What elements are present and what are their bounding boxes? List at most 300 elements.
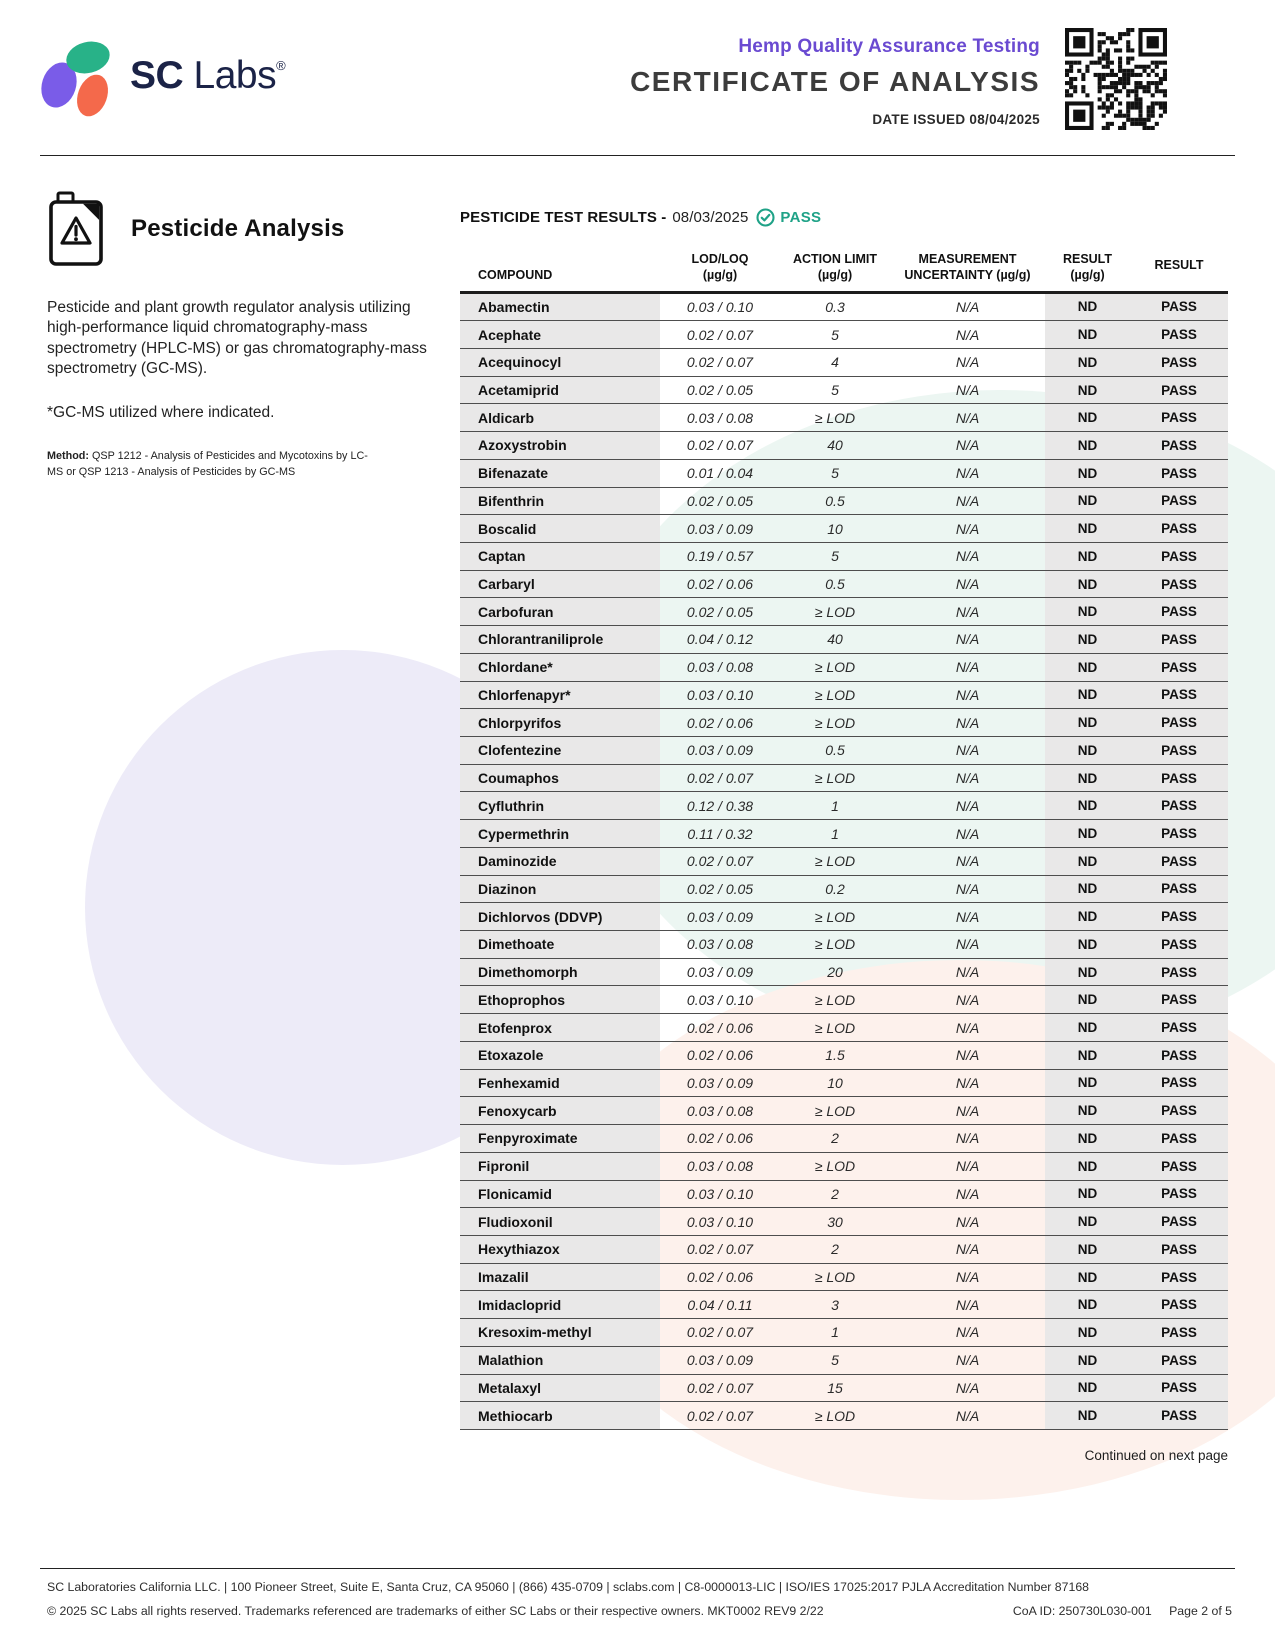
- result-status: PASS: [1130, 682, 1228, 709]
- table-row: [460, 1181, 1228, 1209]
- uncertainty-value: N/A: [955, 520, 980, 537]
- compound-name: Fipronil: [460, 1153, 660, 1180]
- action-limit-value: 30: [827, 1213, 843, 1230]
- uncertainty-value: N/A: [955, 631, 980, 648]
- table-row: [460, 1264, 1228, 1292]
- compound-name: Coumaphos: [460, 765, 660, 792]
- compound-name: Cyfluthrin: [460, 792, 660, 819]
- compound-name: Cypermethrin: [460, 820, 660, 847]
- action-limit-value: 5: [831, 326, 839, 343]
- result-value: ND: [1045, 1236, 1130, 1263]
- table-row: [460, 488, 1228, 516]
- uncertainty-value: N/A: [955, 770, 980, 787]
- action-limit-value: ≥ LOD: [814, 686, 856, 703]
- footer-legal-row: [47, 1604, 1232, 1618]
- result-value: ND: [1045, 1264, 1130, 1291]
- compound-name: Hexythiazox: [460, 1236, 660, 1263]
- continued-note: Continued on next page: [1084, 1447, 1228, 1463]
- compound-name: Fenpyroximate: [460, 1125, 660, 1152]
- uncertainty-value: N/A: [955, 714, 980, 731]
- action-limit-value: 3: [831, 1296, 839, 1313]
- action-limit-value: 5: [831, 548, 839, 565]
- compound-name: Methiocarb: [460, 1402, 660, 1429]
- result-status: PASS: [1130, 848, 1228, 875]
- table-row: [460, 1125, 1228, 1153]
- uncertainty-value: N/A: [955, 1241, 980, 1258]
- table-row: [460, 792, 1228, 820]
- result-status: PASS: [1130, 903, 1228, 930]
- result-value: ND: [1045, 1125, 1130, 1152]
- result-value: ND: [1045, 321, 1130, 348]
- compound-name: Malathion: [460, 1347, 660, 1374]
- result-status: PASS: [1130, 931, 1228, 958]
- table-row: [460, 1402, 1228, 1430]
- result-value: ND: [1045, 1375, 1130, 1402]
- uncertainty-value: N/A: [955, 797, 980, 814]
- uncertainty-value: N/A: [955, 1352, 980, 1369]
- table-row: [460, 682, 1228, 710]
- analysis-summary-panel: [47, 190, 432, 480]
- result-value: ND: [1045, 543, 1130, 570]
- table-row: [460, 654, 1228, 682]
- uncertainty-value: N/A: [955, 1102, 980, 1119]
- result-status: PASS: [1130, 1125, 1228, 1152]
- table-row: [460, 931, 1228, 959]
- action-limit-value: 5: [831, 465, 839, 482]
- lod-loq-value: 0.02 / 0.06: [686, 714, 754, 731]
- result-status: PASS: [1130, 404, 1228, 431]
- pass-badge: [756, 208, 821, 227]
- result-value: ND: [1045, 626, 1130, 653]
- action-limit-value: 0.5: [825, 742, 845, 759]
- compound-name: Carbofuran: [460, 598, 660, 625]
- sc-labs-logo-icon: [42, 42, 114, 110]
- lod-loq-value: 0.02 / 0.05: [686, 492, 754, 509]
- check-circle-icon: [756, 208, 775, 227]
- uncertainty-value: N/A: [955, 853, 980, 870]
- lod-loq-value: 0.02 / 0.07: [686, 770, 754, 787]
- table-row: [460, 543, 1228, 571]
- lod-loq-value: 0.02 / 0.07: [686, 1324, 754, 1341]
- lod-loq-value: 0.02 / 0.07: [686, 437, 754, 454]
- action-limit-value: 4: [831, 354, 839, 371]
- table-row: [460, 737, 1228, 765]
- result-status: PASS: [1130, 654, 1228, 681]
- logo-brand-bold: SC: [130, 54, 184, 97]
- action-limit-value: ≥ LOD: [814, 1019, 856, 1036]
- compound-name: Fludioxonil: [460, 1208, 660, 1235]
- analysis-title: Pesticide Analysis: [131, 215, 345, 242]
- lod-loq-value: 0.12 / 0.38: [686, 797, 754, 814]
- result-value: ND: [1045, 571, 1130, 598]
- table-row: [460, 986, 1228, 1014]
- uncertainty-value: N/A: [955, 991, 980, 1008]
- lod-loq-value: 0.02 / 0.05: [686, 603, 754, 620]
- action-limit-value: ≥ LOD: [814, 936, 856, 953]
- compound-name: Flonicamid: [460, 1181, 660, 1208]
- action-limit-value: 1: [831, 797, 839, 814]
- uncertainty-value: N/A: [955, 1407, 980, 1424]
- action-limit-value: 2: [831, 1130, 839, 1147]
- result-value: ND: [1045, 1181, 1130, 1208]
- analysis-method: [47, 448, 382, 480]
- table-row: [460, 1236, 1228, 1264]
- result-value: ND: [1045, 1070, 1130, 1097]
- result-value: ND: [1045, 294, 1130, 321]
- uncertainty-value: N/A: [955, 354, 980, 371]
- result-value: ND: [1045, 765, 1130, 792]
- result-status: PASS: [1130, 709, 1228, 736]
- action-limit-value: ≥ LOD: [814, 1407, 856, 1424]
- result-value: ND: [1045, 709, 1130, 736]
- footer-divider: [40, 1568, 1235, 1569]
- lod-loq-value: 0.02 / 0.06: [686, 1047, 754, 1064]
- uncertainty-value: N/A: [955, 964, 980, 981]
- lod-loq-value: 0.02 / 0.05: [686, 880, 754, 897]
- result-value: ND: [1045, 1402, 1130, 1429]
- lod-loq-value: 0.02 / 0.06: [686, 1130, 754, 1147]
- table-row: [460, 349, 1228, 377]
- result-value: ND: [1045, 1042, 1130, 1069]
- action-limit-value: 2: [831, 1185, 839, 1202]
- result-status: PASS: [1130, 820, 1228, 847]
- result-value: ND: [1045, 515, 1130, 542]
- uncertainty-value: N/A: [955, 298, 980, 315]
- compound-name: Azoxystrobin: [460, 432, 660, 459]
- action-limit-value: 5: [831, 1352, 839, 1369]
- lod-loq-value: 0.03 / 0.10: [686, 686, 754, 703]
- table-row: [460, 377, 1228, 405]
- result-status: PASS: [1130, 432, 1228, 459]
- results-heading-date: 08/03/2025: [672, 209, 749, 226]
- compound-name: Acequinocyl: [460, 349, 660, 376]
- action-limit-value: 10: [827, 1074, 843, 1091]
- compound-name: Aldicarb: [460, 404, 660, 431]
- table-row: [460, 515, 1228, 543]
- action-limit-value: 5: [831, 382, 839, 399]
- result-value: ND: [1045, 1014, 1130, 1041]
- action-limit-value: ≥ LOD: [814, 659, 856, 676]
- result-status: PASS: [1130, 1402, 1228, 1429]
- uncertainty-value: N/A: [955, 465, 980, 482]
- action-limit-value: 10: [827, 520, 843, 537]
- uncertainty-value: N/A: [955, 1019, 980, 1036]
- result-status: PASS: [1130, 598, 1228, 625]
- results-heading: [460, 208, 1228, 227]
- lod-loq-value: 0.11 / 0.32: [687, 825, 753, 842]
- table-row: [460, 1070, 1228, 1098]
- action-limit-value: ≥ LOD: [814, 770, 856, 787]
- table-row: [460, 1097, 1228, 1125]
- action-limit-value: 1: [831, 1324, 839, 1341]
- lod-loq-value: 0.03 / 0.08: [686, 936, 754, 953]
- uncertainty-value: N/A: [955, 686, 980, 703]
- compound-name: Dichlorvos (DDVP): [460, 903, 660, 930]
- analysis-description: Pesticide and plant growth regulator analysis utilizing high-performance liquid chromatography-mass spectrometry (HPLC-MS) or gas chromatography-mass spectrometry (GC-MS).: [47, 299, 427, 378]
- compound-name: Imidacloprid: [460, 1291, 660, 1318]
- table-row: [460, 1153, 1228, 1181]
- uncertainty-value: N/A: [955, 1296, 980, 1313]
- column-header-uncertainty: MEASUREMENT UNCERTAINTY (µg/g): [904, 252, 1031, 283]
- action-limit-value: ≥ LOD: [814, 714, 856, 731]
- column-header-action-limit: ACTION LIMIT (µg/g): [792, 252, 877, 283]
- column-header-result-status: RESULT: [1154, 258, 1204, 273]
- action-limit-value: 40: [827, 631, 843, 648]
- result-status: PASS: [1130, 626, 1228, 653]
- certificate-title: CERTIFICATE OF ANALYSIS: [630, 66, 1040, 97]
- action-limit-value: ≥ LOD: [814, 1102, 856, 1119]
- lod-loq-value: 0.03 / 0.09: [686, 520, 754, 537]
- action-limit-value: ≥ LOD: [814, 1269, 856, 1286]
- table-row: [460, 598, 1228, 626]
- action-limit-value: 1.5: [825, 1047, 845, 1064]
- uncertainty-value: N/A: [955, 492, 980, 509]
- result-status: PASS: [1130, 959, 1228, 986]
- uncertainty-value: N/A: [955, 1185, 980, 1202]
- uncertainty-value: N/A: [955, 825, 980, 842]
- page-number: Page 2 of 5: [1169, 1604, 1232, 1618]
- lod-loq-value: 0.04 / 0.12: [686, 631, 754, 648]
- uncertainty-value: N/A: [955, 1047, 980, 1064]
- pesticide-jug-icon: [47, 190, 105, 268]
- action-limit-value: ≥ LOD: [814, 853, 856, 870]
- uncertainty-value: N/A: [955, 576, 980, 593]
- result-status: PASS: [1130, 792, 1228, 819]
- lod-loq-value: 0.02 / 0.07: [686, 1241, 754, 1258]
- lod-loq-value: 0.03 / 0.09: [686, 742, 754, 759]
- lod-loq-value: 0.03 / 0.10: [686, 298, 754, 315]
- result-status: PASS: [1130, 1042, 1228, 1069]
- method-label: Method:: [47, 449, 89, 462]
- result-status: PASS: [1130, 876, 1228, 903]
- results-heading-label: PESTICIDE TEST RESULTS -: [460, 209, 667, 226]
- overall-status: PASS: [780, 209, 822, 226]
- result-value: ND: [1045, 1291, 1130, 1318]
- uncertainty-value: N/A: [955, 1158, 980, 1175]
- lod-loq-value: 0.03 / 0.09: [686, 908, 754, 925]
- compound-name: Fenoxycarb: [460, 1097, 660, 1124]
- table-row: [460, 876, 1228, 904]
- compound-name: Etoxazole: [460, 1042, 660, 1069]
- lod-loq-value: 0.02 / 0.07: [686, 354, 754, 371]
- result-value: ND: [1045, 959, 1130, 986]
- compound-name: Chlorpyrifos: [460, 709, 660, 736]
- result-status: PASS: [1130, 294, 1228, 321]
- lod-loq-value: 0.01 / 0.04: [686, 465, 754, 482]
- lod-loq-value: 0.02 / 0.07: [686, 1407, 754, 1424]
- result-status: PASS: [1130, 1291, 1228, 1318]
- uncertainty-value: N/A: [955, 1130, 980, 1147]
- action-limit-value: 0.2: [825, 880, 845, 897]
- table-row: [460, 432, 1228, 460]
- lod-loq-value: 0.03 / 0.08: [686, 659, 754, 676]
- table-row: [460, 848, 1228, 876]
- lod-loq-value: 0.03 / 0.10: [686, 1213, 754, 1230]
- lod-loq-value: 0.03 / 0.10: [686, 991, 754, 1008]
- result-status: PASS: [1130, 543, 1228, 570]
- table-row: [460, 820, 1228, 848]
- result-value: ND: [1045, 903, 1130, 930]
- uncertainty-value: N/A: [955, 409, 980, 426]
- footer-coa-page: [1013, 1604, 1232, 1618]
- result-value: ND: [1045, 1319, 1130, 1346]
- result-status: PASS: [1130, 460, 1228, 487]
- action-limit-value: 0.5: [825, 576, 845, 593]
- lod-loq-value: 0.02 / 0.06: [686, 1019, 754, 1036]
- lod-loq-value: 0.03 / 0.09: [686, 964, 754, 981]
- table-row: [460, 959, 1228, 987]
- action-limit-value: ≥ LOD: [814, 908, 856, 925]
- lod-loq-value: 0.03 / 0.08: [686, 1102, 754, 1119]
- header-divider: [40, 155, 1235, 156]
- result-value: ND: [1045, 1097, 1130, 1124]
- result-status: PASS: [1130, 571, 1228, 598]
- compound-name: Clofentezine: [460, 737, 660, 764]
- result-value: ND: [1045, 986, 1130, 1013]
- result-value: ND: [1045, 377, 1130, 404]
- table-row: [460, 765, 1228, 793]
- registered-mark: ®: [276, 58, 286, 73]
- header-titles: [630, 36, 1040, 127]
- result-value: ND: [1045, 737, 1130, 764]
- result-status: PASS: [1130, 986, 1228, 1013]
- compound-name: Metalaxyl: [460, 1375, 660, 1402]
- result-value: ND: [1045, 432, 1130, 459]
- table-row: [460, 571, 1228, 599]
- program-title: Hemp Quality Assurance Testing: [738, 36, 1040, 57]
- action-limit-value: 40: [827, 437, 843, 454]
- result-status: PASS: [1130, 1375, 1228, 1402]
- sc-labs-logo: [42, 42, 285, 110]
- action-limit-value: ≥ LOD: [814, 991, 856, 1008]
- table-row: [460, 626, 1228, 654]
- compound-name: Acetamiprid: [460, 377, 660, 404]
- analysis-note: *GC-MS utilized where indicated.: [47, 403, 275, 421]
- compound-name: Chlorfenapyr*: [460, 682, 660, 709]
- result-value: ND: [1045, 1208, 1130, 1235]
- compound-name: Chlordane*: [460, 654, 660, 681]
- result-value: ND: [1045, 682, 1130, 709]
- coa-id: CoA ID: 250730L030-001: [1012, 1604, 1152, 1618]
- compound-name: Dimethoate: [460, 931, 660, 958]
- result-status: PASS: [1130, 1264, 1228, 1291]
- compound-name: Captan: [460, 543, 660, 570]
- result-status: PASS: [1130, 321, 1228, 348]
- uncertainty-value: N/A: [955, 326, 980, 343]
- table-row: [460, 1208, 1228, 1236]
- result-value: ND: [1045, 820, 1130, 847]
- compound-name: Abamectin: [460, 294, 660, 321]
- result-status: PASS: [1130, 1347, 1228, 1374]
- lod-loq-value: 0.03 / 0.08: [686, 1158, 754, 1175]
- compound-name: Etofenprox: [460, 1014, 660, 1041]
- compound-name: Ethoprophos: [460, 986, 660, 1013]
- result-status: PASS: [1130, 1236, 1228, 1263]
- result-value: ND: [1045, 488, 1130, 515]
- compound-name: Bifenazate: [460, 460, 660, 487]
- result-value: ND: [1045, 792, 1130, 819]
- compound-name: Imazalil: [460, 1264, 660, 1291]
- compound-name: Boscalid: [460, 515, 660, 542]
- action-limit-value: 2: [831, 1241, 839, 1258]
- action-limit-value: 20: [827, 964, 843, 981]
- table-header-row: [460, 251, 1228, 294]
- lod-loq-value: 0.02 / 0.07: [686, 1379, 754, 1396]
- uncertainty-value: N/A: [955, 1269, 980, 1286]
- compound-name: Bifenthrin: [460, 488, 660, 515]
- compound-name: Kresoxim-methyl: [460, 1319, 660, 1346]
- uncertainty-value: N/A: [955, 1074, 980, 1091]
- table-row: [460, 321, 1228, 349]
- table-row: [460, 903, 1228, 931]
- result-status: PASS: [1130, 515, 1228, 542]
- compound-name: Fenhexamid: [460, 1070, 660, 1097]
- result-value: ND: [1045, 404, 1130, 431]
- result-status: PASS: [1130, 488, 1228, 515]
- lod-loq-value: 0.04 / 0.11: [687, 1296, 753, 1313]
- table-row: [460, 460, 1228, 488]
- action-limit-value: 0.3: [825, 298, 845, 315]
- lod-loq-value: 0.03 / 0.09: [686, 1074, 754, 1091]
- method-text: QSP 1212 - Analysis of Pesticides and Mycotoxins by LC-MS or QSP 1213 - Analysis of Pesticides by GC-MS: [47, 449, 368, 478]
- result-value: ND: [1045, 654, 1130, 681]
- action-limit-value: 15: [827, 1379, 843, 1396]
- result-value: ND: [1045, 1153, 1130, 1180]
- logo-brand-light: Labs: [193, 54, 277, 97]
- uncertainty-value: N/A: [955, 936, 980, 953]
- result-value: ND: [1045, 598, 1130, 625]
- result-status: PASS: [1130, 1319, 1228, 1346]
- lod-loq-value: 0.03 / 0.10: [686, 1185, 754, 1202]
- lod-loq-value: 0.03 / 0.09: [686, 1352, 754, 1369]
- result-value: ND: [1045, 460, 1130, 487]
- uncertainty-value: N/A: [955, 603, 980, 620]
- table-row: [460, 1347, 1228, 1375]
- column-header-result-value: RESULT (µg/g): [1062, 252, 1113, 283]
- result-status: PASS: [1130, 765, 1228, 792]
- uncertainty-value: N/A: [955, 908, 980, 925]
- date-issued: DATE ISSUED 08/04/2025: [872, 112, 1040, 127]
- footer-copyright: © 2025 SC Labs all rights reserved. Trademarks referenced are trademarks of either SC Labs or their respective owners. MKT0002 REV9 2/22: [47, 1604, 824, 1618]
- result-value: ND: [1045, 848, 1130, 875]
- uncertainty-value: N/A: [955, 1379, 980, 1396]
- action-limit-value: ≥ LOD: [814, 603, 856, 620]
- compound-name: Dimethomorph: [460, 959, 660, 986]
- compound-name: Chlorantraniliprole: [460, 626, 660, 653]
- table-row: [460, 1375, 1228, 1403]
- result-status: PASS: [1130, 1097, 1228, 1124]
- result-status: PASS: [1130, 1208, 1228, 1235]
- uncertainty-value: N/A: [955, 742, 980, 759]
- action-limit-value: 0.5: [825, 492, 845, 509]
- result-status: PASS: [1130, 349, 1228, 376]
- uncertainty-value: N/A: [955, 437, 980, 454]
- table-row: [460, 404, 1228, 432]
- result-value: ND: [1045, 876, 1130, 903]
- uncertainty-value: N/A: [955, 1324, 980, 1341]
- uncertainty-value: N/A: [955, 659, 980, 676]
- compound-name: Carbaryl: [460, 571, 660, 598]
- result-status: PASS: [1130, 1153, 1228, 1180]
- lod-loq-value: 0.02 / 0.07: [686, 326, 754, 343]
- result-status: PASS: [1130, 1014, 1228, 1041]
- lod-loq-value: 0.02 / 0.06: [686, 1269, 754, 1286]
- sc-labs-logo-text: [130, 54, 285, 98]
- result-status: PASS: [1130, 1181, 1228, 1208]
- action-limit-value: ≥ LOD: [814, 1158, 856, 1175]
- action-limit-value: 1: [831, 825, 839, 842]
- footer-lab-info: SC Laboratories California LLC. | 100 Pioneer Street, Suite E, Santa Cruz, CA 95060 | (866) 435-0709 | sclabs.com | C8-0000013-LIC | ISO/IES 17025:2017 PJLA Accreditation Number 87168: [47, 1580, 1089, 1594]
